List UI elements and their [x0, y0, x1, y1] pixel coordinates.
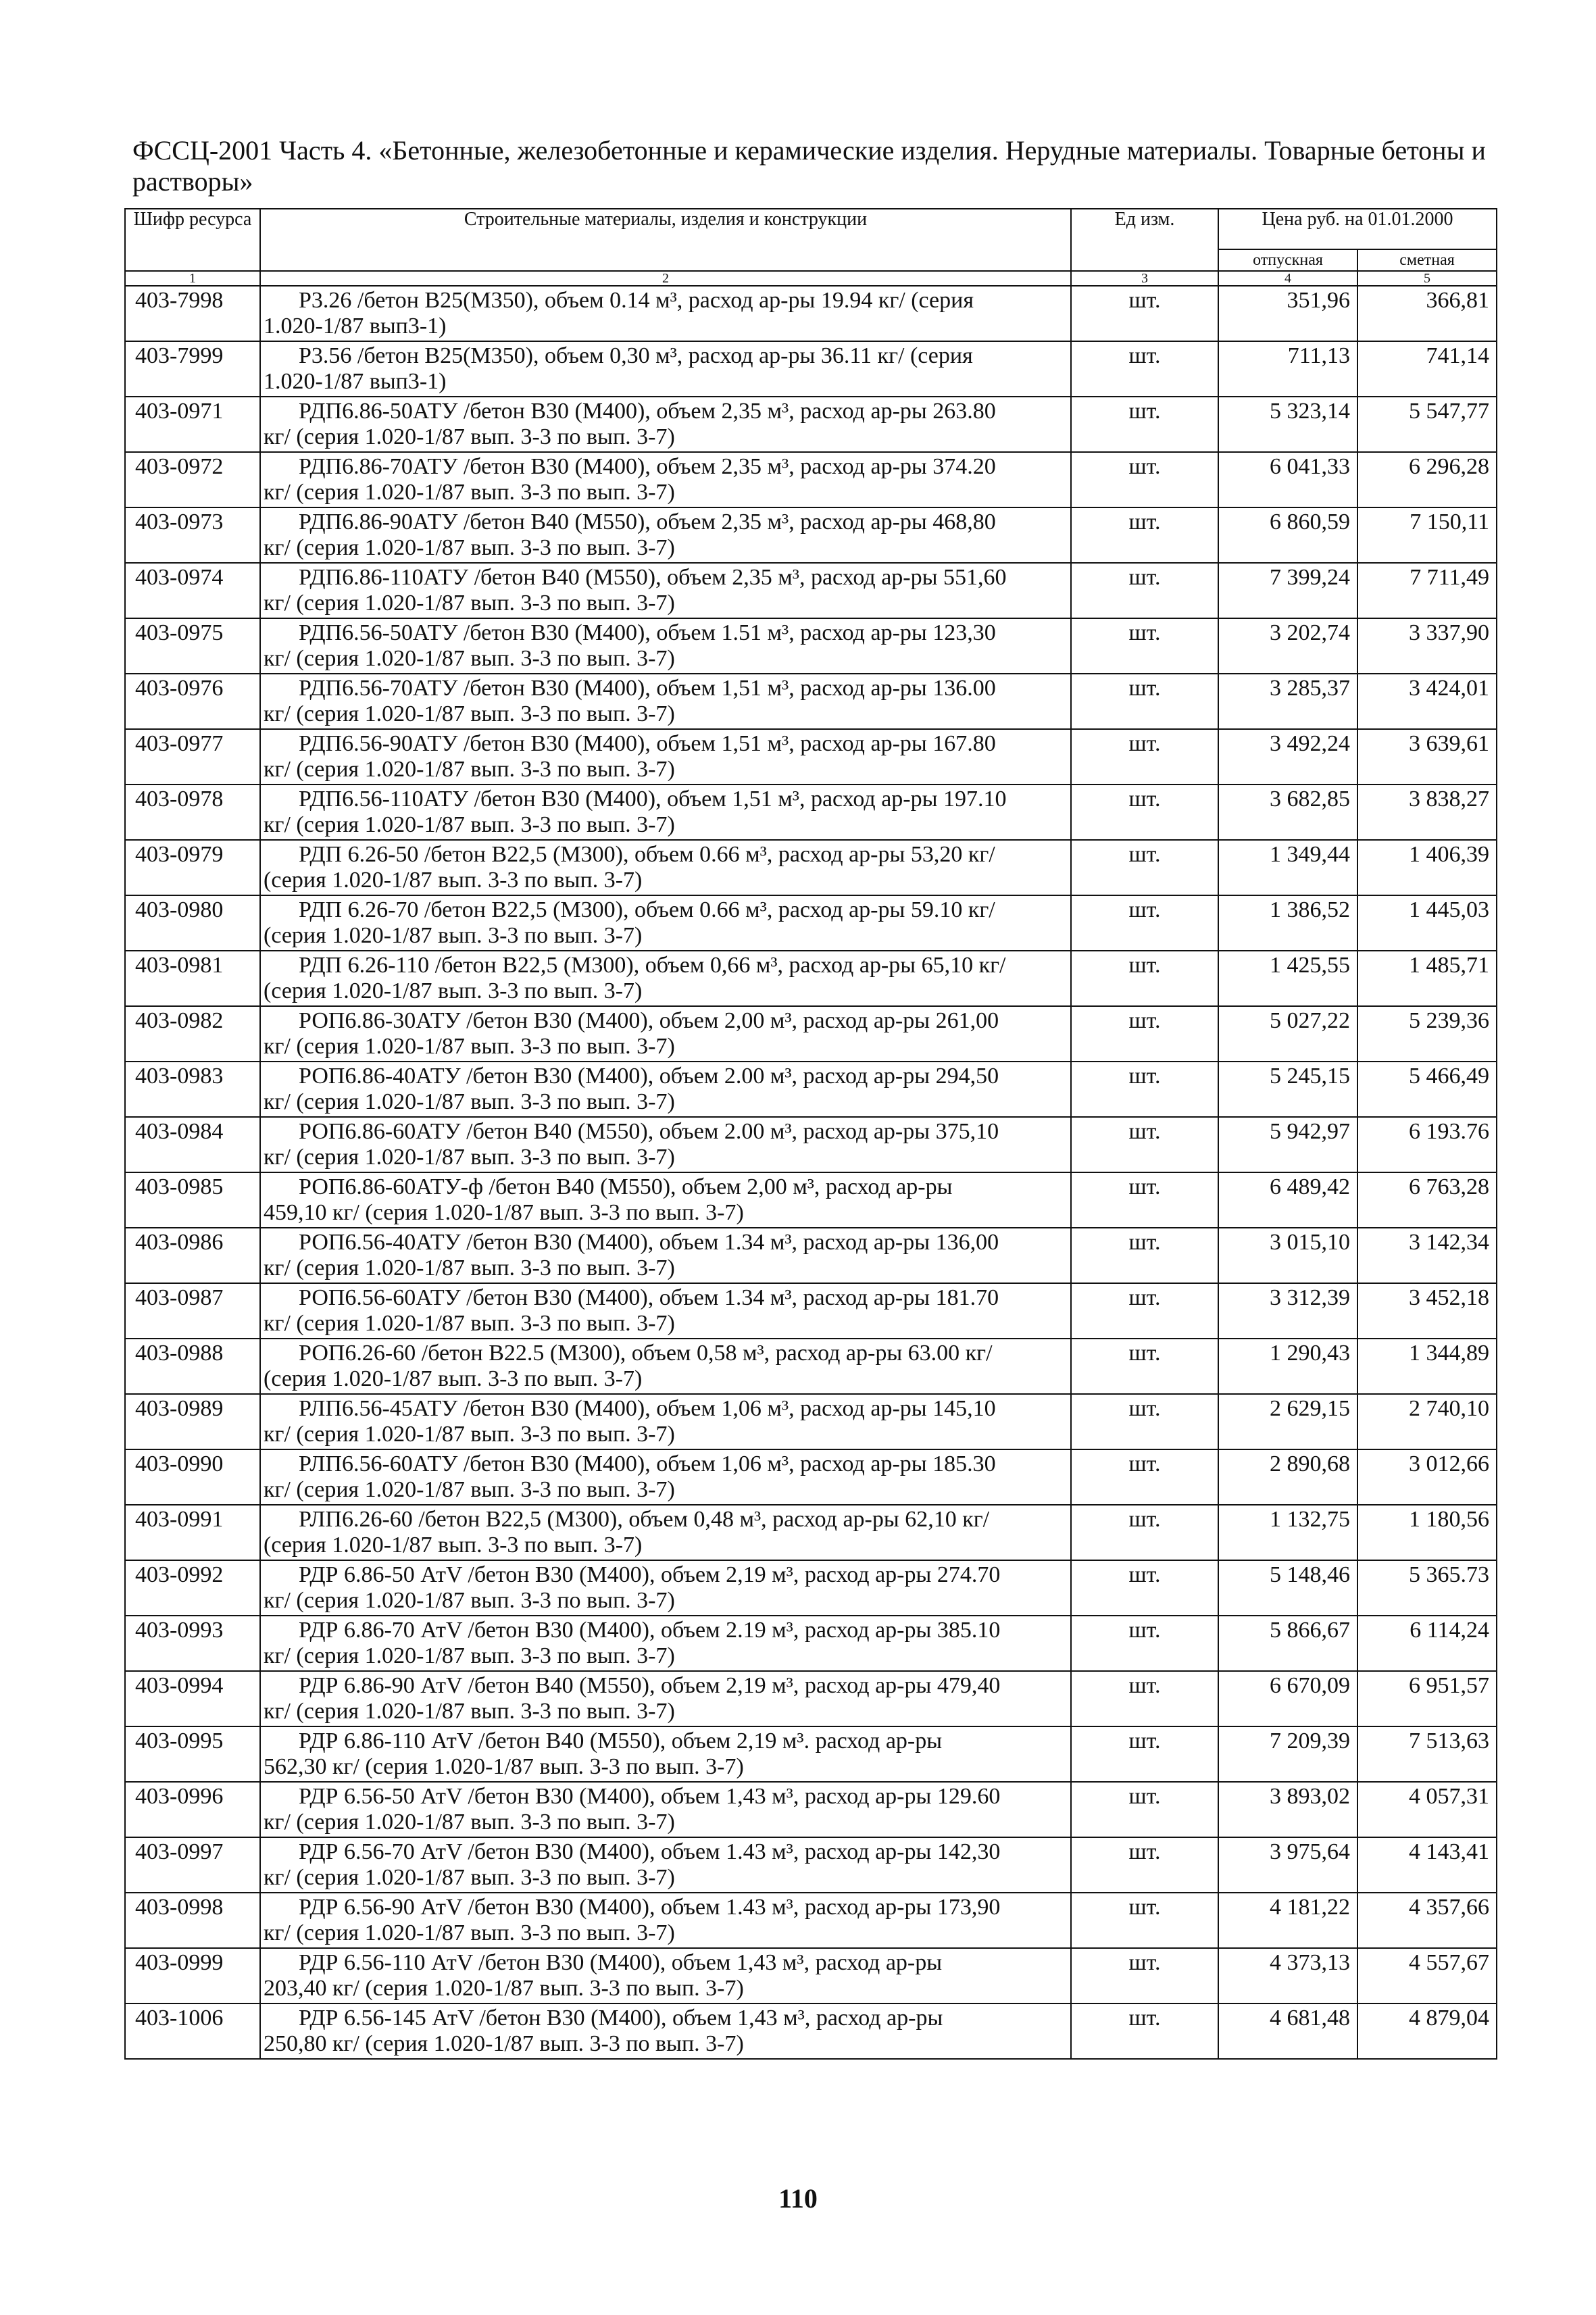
table-row — [125, 1228, 1497, 1283]
release-price: 6 489,42 — [1218, 1172, 1357, 1228]
material-description — [260, 1671, 1071, 1726]
description-line: кг/ (серия 1.020-1/87 вып. 3-3 по вып. 3-7) — [264, 1422, 675, 1447]
description-line: кг/ (серия 1.020-1/87 вып. 3-3 по вып. 3-7) — [264, 480, 675, 505]
unit-of-measure: шт. — [1071, 729, 1218, 785]
description-line: кг/ (серия 1.020-1/87 вып. 3-3 по вып. 3-7) — [264, 1145, 675, 1170]
table-row — [125, 2003, 1497, 2059]
estimate-price: 5 547,77 — [1357, 397, 1497, 452]
price-table — [124, 208, 1497, 2060]
description-line: 203,40 кг/ (серия 1.020-1/87 вып. 3-3 по вып. 3-7) — [264, 1976, 744, 2001]
description-line: кг/ (серия 1.020-1/87 вып. 3-3 по вып. 3-7) — [264, 1810, 675, 1835]
description-line: кг/ (серия 1.020-1/87 вып. 3-3 по вып. 3-7) — [264, 757, 675, 782]
resource-code: 403-0986 — [125, 1228, 260, 1283]
page-number: 110 — [778, 2183, 818, 2214]
description-line: 459,10 кг/ (серия 1.020-1/87 вып. 3-3 по вып. 3-7) — [264, 1200, 744, 1225]
resource-code: 403-0989 — [125, 1394, 260, 1449]
estimate-price: 5 365.73 — [1357, 1560, 1497, 1616]
estimate-price: 6 296,28 — [1357, 452, 1497, 507]
table-row — [125, 895, 1497, 951]
description-line: РДР 6.86-110 АтV /бетон В40 (М550), объем 2,19 м³. расход ар-ры — [299, 1728, 943, 1753]
description-line: РОП6.86-60АТУ /бетон В40 (М550), объем 2.00 м³, расход ар-ры 375,10 — [299, 1119, 999, 1144]
resource-code: 403-0999 — [125, 1948, 260, 2003]
description-line: РДР 6.56-50 АтV /бетон В30 (М400), объем 1,43 м³, расход ар-ры 129.60 — [299, 1784, 1001, 1809]
material-description — [260, 1893, 1071, 1948]
description-line: РОП6.56-60АТУ /бетон В30 (М400), объем 1.34 м³, расход ар-ры 181.70 — [299, 1285, 999, 1310]
release-price: 5 148,46 — [1218, 1560, 1357, 1616]
estimate-price: 3 012,66 — [1357, 1449, 1497, 1505]
release-price: 7 399,24 — [1218, 563, 1357, 618]
table-row — [125, 951, 1497, 1006]
release-price: 1 386,52 — [1218, 895, 1357, 951]
description-line: кг/ (серия 1.020-1/87 вып. 3-3 по вып. 3-7) — [264, 591, 675, 616]
release-price: 4 681,48 — [1218, 2003, 1357, 2059]
unit-of-measure: шт. — [1071, 1782, 1218, 1837]
description-line: РОП6.56-40АТУ /бетон В30 (М400), объем 1.34 м³, расход ар-ры 136,00 — [299, 1230, 999, 1255]
estimate-price: 741,14 — [1357, 341, 1497, 397]
material-description — [260, 1837, 1071, 1893]
estimate-price: 1 180,56 — [1357, 1505, 1497, 1560]
material-description — [260, 951, 1071, 1006]
material-description — [260, 674, 1071, 729]
column-number: 3 — [1071, 271, 1218, 286]
estimate-price: 4 357,66 — [1357, 1893, 1497, 1948]
material-description — [260, 2003, 1071, 2059]
estimate-price: 1 445,03 — [1357, 895, 1497, 951]
table-row — [125, 674, 1497, 729]
resource-code: 403-0972 — [125, 452, 260, 507]
description-line: Р3.26 /бетон В25(М350), объем 0.14 м³, расход ар-ры 19.94 кг/ (серия — [299, 288, 974, 313]
unit-of-measure: шт. — [1071, 618, 1218, 674]
unit-of-measure: шт. — [1071, 1837, 1218, 1893]
table-row — [125, 1726, 1497, 1782]
material-description — [260, 1726, 1071, 1782]
table-row — [125, 1948, 1497, 2003]
resource-code: 403-0998 — [125, 1893, 260, 1948]
release-price: 1 290,43 — [1218, 1339, 1357, 1394]
resource-code: 403-0980 — [125, 895, 260, 951]
unit-of-measure: шт. — [1071, 397, 1218, 452]
unit-of-measure: шт. — [1071, 563, 1218, 618]
table-row — [125, 1006, 1497, 1062]
material-description — [260, 1948, 1071, 2003]
estimate-price: 7 150,11 — [1357, 507, 1497, 563]
unit-of-measure: шт. — [1071, 2003, 1218, 2059]
table-row — [125, 1449, 1497, 1505]
release-price: 3 682,85 — [1218, 785, 1357, 840]
unit-of-measure: шт. — [1071, 1062, 1218, 1117]
resource-code: 403-1006 — [125, 2003, 260, 2059]
table-row — [125, 840, 1497, 895]
table-row — [125, 1782, 1497, 1837]
unit-of-measure: шт. — [1071, 785, 1218, 840]
description-line: кг/ (серия 1.020-1/87 вып. 3-3 по вып. 3-7) — [264, 424, 675, 449]
table-row — [125, 397, 1497, 452]
estimate-price: 6 114,24 — [1357, 1616, 1497, 1671]
description-line: РЛП6.56-45АТУ /бетон В30 (М400), объем 1,06 м³, расход ар-ры 145,10 — [299, 1396, 996, 1421]
material-description — [260, 618, 1071, 674]
estimate-price: 7 513,63 — [1357, 1726, 1497, 1782]
resource-code: 403-0988 — [125, 1339, 260, 1394]
estimate-price: 6 763,28 — [1357, 1172, 1497, 1228]
estimate-price: 1 406,39 — [1357, 840, 1497, 895]
estimate-price: 4 143,41 — [1357, 1837, 1497, 1893]
release-price: 3 492,24 — [1218, 729, 1357, 785]
description-line: РОП6.86-60АТУ-ф /бетон В40 (М550), объем 2,00 м³, расход ар-ры — [299, 1174, 953, 1199]
unit-of-measure: шт. — [1071, 840, 1218, 895]
description-line: кг/ (серия 1.020-1/87 вып. 3-3 по вып. 3-7) — [264, 646, 675, 671]
estimate-price: 4 557,67 — [1357, 1948, 1497, 2003]
header-estimate-price: сметная — [1357, 249, 1497, 271]
description-line: РЛП6.26-60 /бетон В22,5 (М300), объем 0,48 м³, расход ар-ры 62,10 кг/ — [299, 1507, 990, 1532]
header-code: Шифр ресурса — [125, 209, 260, 271]
unit-of-measure: шт. — [1071, 341, 1218, 397]
release-price: 5 245,15 — [1218, 1062, 1357, 1117]
resource-code: 403-0997 — [125, 1837, 260, 1893]
release-price: 1 132,75 — [1218, 1505, 1357, 1560]
description-line: 562,30 кг/ (серия 1.020-1/87 вып. 3-3 по вып. 3-7) — [264, 1754, 744, 1779]
release-price: 4 181,22 — [1218, 1893, 1357, 1948]
unit-of-measure: шт. — [1071, 1560, 1218, 1616]
description-line: РДР 6.56-90 АтV /бетон В30 (М400), объем 1.43 м³, расход ар-ры 173,90 — [299, 1895, 1001, 1920]
unit-of-measure: шт. — [1071, 1006, 1218, 1062]
table-row — [125, 1339, 1497, 1394]
release-price: 3 975,64 — [1218, 1837, 1357, 1893]
description-line: кг/ (серия 1.020-1/87 вып. 3-3 по вып. 3-7) — [264, 1699, 675, 1724]
unit-of-measure: шт. — [1071, 1505, 1218, 1560]
estimate-price: 3 424,01 — [1357, 674, 1497, 729]
description-line: РДП6.86-70АТУ /бетон В30 (М400), объем 2,35 м³, расход ар-ры 374.20 — [299, 454, 996, 479]
unit-of-measure: шт. — [1071, 507, 1218, 563]
material-description — [260, 1062, 1071, 1117]
description-line: кг/ (серия 1.020-1/87 вып. 3-3 по вып. 3-7) — [264, 1255, 675, 1280]
material-description — [260, 895, 1071, 951]
estimate-price: 3 639,61 — [1357, 729, 1497, 785]
material-description — [260, 341, 1071, 397]
table-row — [125, 1893, 1497, 1948]
material-description — [260, 1283, 1071, 1339]
estimate-price: 2 740,10 — [1357, 1394, 1497, 1449]
resource-code: 403-0990 — [125, 1449, 260, 1505]
description-line: кг/ (серия 1.020-1/87 вып. 3-3 по вып. 3-7) — [264, 1311, 675, 1336]
table-row — [125, 563, 1497, 618]
resource-code: 403-0984 — [125, 1117, 260, 1172]
material-description — [260, 1560, 1071, 1616]
release-price: 5 027,22 — [1218, 1006, 1357, 1062]
release-price: 1 349,44 — [1218, 840, 1357, 895]
material-description — [260, 452, 1071, 507]
material-description — [260, 286, 1071, 341]
resource-code: 403-0981 — [125, 951, 260, 1006]
release-price: 2 890,68 — [1218, 1449, 1357, 1505]
description-line: (серия 1.020-1/87 вып. 3-3 по вып. 3-7) — [264, 868, 643, 893]
estimate-price: 4 879,04 — [1357, 2003, 1497, 2059]
table-row — [125, 1394, 1497, 1449]
unit-of-measure: шт. — [1071, 1117, 1218, 1172]
description-line: РДП6.86-110АТУ /бетон В40 (М550), объем 2,35 м³, расход ар-ры 551,60 — [299, 565, 1007, 590]
release-price: 6 860,59 — [1218, 507, 1357, 563]
resource-code: 403-0995 — [125, 1726, 260, 1782]
description-line: кг/ (серия 1.020-1/87 вып. 3-3 по вып. 3-7) — [264, 1477, 675, 1502]
table-row — [125, 286, 1497, 341]
description-line: кг/ (серия 1.020-1/87 вып. 3-3 по вып. 3-7) — [264, 1643, 675, 1668]
table-row — [125, 507, 1497, 563]
estimate-price: 6 193.76 — [1357, 1117, 1497, 1172]
material-description — [260, 1782, 1071, 1837]
release-price: 7 209,39 — [1218, 1726, 1357, 1782]
resource-code: 403-0982 — [125, 1006, 260, 1062]
description-line: Р3.56 /бетон В25(М350), объем 0,30 м³, расход ар-ры 36.11 кг/ (серия — [299, 343, 973, 368]
release-price: 3 893,02 — [1218, 1782, 1357, 1837]
description-line: кг/ (серия 1.020-1/87 вып. 3-3 по вып. 3-7) — [264, 1920, 675, 1945]
material-description — [260, 729, 1071, 785]
resource-code: 403-7998 — [125, 286, 260, 341]
table-row — [125, 729, 1497, 785]
resource-code: 403-0985 — [125, 1172, 260, 1228]
resource-code: 403-0983 — [125, 1062, 260, 1117]
description-line: 1.020-1/87 вып3-1) — [264, 369, 447, 394]
material-description — [260, 563, 1071, 618]
estimate-price: 3 452,18 — [1357, 1283, 1497, 1339]
description-line: РДР 6.86-50 АтV /бетон В30 (М400), объем 2,19 м³, расход ар-ры 274.70 — [299, 1562, 1001, 1587]
description-line: РОП6.86-30АТУ /бетон В30 (М400), объем 2,00 м³, расход ар-ры 261,00 — [299, 1008, 999, 1033]
resource-code: 403-0971 — [125, 397, 260, 452]
column-number: 1 — [125, 271, 260, 286]
description-line: кг/ (серия 1.020-1/87 вып. 3-3 по вып. 3-7) — [264, 1034, 675, 1059]
release-price: 3 312,39 — [1218, 1283, 1357, 1339]
resource-code: 403-0977 — [125, 729, 260, 785]
material-description — [260, 1449, 1071, 1505]
table-row — [125, 1505, 1497, 1560]
table-row — [125, 1560, 1497, 1616]
unit-of-measure: шт. — [1071, 1228, 1218, 1283]
resource-code: 403-0976 — [125, 674, 260, 729]
table-row — [125, 1616, 1497, 1671]
unit-of-measure: шт. — [1071, 1893, 1218, 1948]
resource-code: 403-0991 — [125, 1505, 260, 1560]
release-price: 2 629,15 — [1218, 1394, 1357, 1449]
description-line: РОП6.26-60 /бетон В22.5 (М300), объем 0,58 м³, расход ар-ры 63.00 кг/ — [299, 1341, 993, 1366]
description-line: РДР 6.56-145 АтV /бетон В30 (М400), объем 1,43 м³, расход ар-ры — [299, 2006, 943, 2031]
description-line: (серия 1.020-1/87 вып. 3-3 по вып. 3-7) — [264, 1366, 643, 1391]
table-row — [125, 785, 1497, 840]
material-description — [260, 1006, 1071, 1062]
unit-of-measure: шт. — [1071, 286, 1218, 341]
header-name: Строительные материалы, изделия и конструкции — [260, 209, 1071, 271]
description-line: РДП6.56-110АТУ /бетон В30 (М400), объем 1,51 м³, расход ар-ры 197.10 — [299, 787, 1007, 812]
material-description — [260, 1394, 1071, 1449]
description-line: (серия 1.020-1/87 вып. 3-3 по вып. 3-7) — [264, 978, 643, 1003]
release-price: 3 202,74 — [1218, 618, 1357, 674]
unit-of-measure: шт. — [1071, 1339, 1218, 1394]
table-row — [125, 1117, 1497, 1172]
resource-code: 403-0987 — [125, 1283, 260, 1339]
release-price: 6 670,09 — [1218, 1671, 1357, 1726]
description-line: кг/ (серия 1.020-1/87 вып. 3-3 по вып. 3-7) — [264, 812, 675, 837]
column-number: 2 — [260, 271, 1071, 286]
description-line: РДР 6.56-110 АтV /бетон В30 (М400), объем 1,43 м³, расход ар-ры — [299, 1950, 943, 1975]
estimate-price: 3 838,27 — [1357, 785, 1497, 840]
resource-code: 403-0978 — [125, 785, 260, 840]
description-line: РДП6.86-50АТУ /бетон В30 (М400), объем 2,35 м³, расход ар-ры 263.80 — [299, 399, 996, 424]
material-description — [260, 1505, 1071, 1560]
description-line: (серия 1.020-1/87 вып. 3-3 по вып. 3-7) — [264, 1533, 643, 1558]
table-row — [125, 1062, 1497, 1117]
table-row — [125, 341, 1497, 397]
estimate-price: 3 337,90 — [1357, 618, 1497, 674]
release-price: 1 425,55 — [1218, 951, 1357, 1006]
release-price: 3 285,37 — [1218, 674, 1357, 729]
header-unit: Ед изм. — [1071, 209, 1218, 271]
table-row — [125, 1837, 1497, 1893]
release-price: 5 323,14 — [1218, 397, 1357, 452]
description-line: 1.020-1/87 вып3-1) — [264, 314, 447, 339]
estimate-price: 4 057,31 — [1357, 1782, 1497, 1837]
description-line: РДП 6.26-50 /бетон В22,5 (М300), объем 0.66 м³, расход ар-ры 53,20 кг/ — [299, 842, 995, 867]
table-body — [125, 286, 1497, 2059]
estimate-price: 1 485,71 — [1357, 951, 1497, 1006]
description-line: РЛП6.56-60АТУ /бетон В30 (М400), объем 1,06 м³, расход ар-ры 185.30 — [299, 1451, 996, 1476]
material-description — [260, 785, 1071, 840]
resource-code: 403-0992 — [125, 1560, 260, 1616]
resource-code: 403-0975 — [125, 618, 260, 674]
resource-code: 403-0974 — [125, 563, 260, 618]
release-price: 3 015,10 — [1218, 1228, 1357, 1283]
estimate-price: 5 466,49 — [1357, 1062, 1497, 1117]
column-number: 4 — [1218, 271, 1357, 286]
release-price: 6 041,33 — [1218, 452, 1357, 507]
unit-of-measure: шт. — [1071, 1948, 1218, 2003]
unit-of-measure: шт. — [1071, 1726, 1218, 1782]
release-price: 5 866,67 — [1218, 1616, 1357, 1671]
description-line: кг/ (серия 1.020-1/87 вып. 3-3 по вып. 3-7) — [264, 1089, 675, 1114]
description-line: кг/ (серия 1.020-1/87 вып. 3-3 по вып. 3-7) — [264, 1865, 675, 1890]
table-row — [125, 1671, 1497, 1726]
unit-of-measure: шт. — [1071, 951, 1218, 1006]
estimate-price: 366,81 — [1357, 286, 1497, 341]
release-price: 5 942,97 — [1218, 1117, 1357, 1172]
table-row — [125, 1283, 1497, 1339]
estimate-price: 3 142,34 — [1357, 1228, 1497, 1283]
estimate-price: 5 239,36 — [1357, 1006, 1497, 1062]
unit-of-measure: шт. — [1071, 1394, 1218, 1449]
material-description — [260, 1339, 1071, 1394]
material-description — [260, 1117, 1071, 1172]
release-price: 351,96 — [1218, 286, 1357, 341]
material-description — [260, 507, 1071, 563]
description-line: 250,80 кг/ (серия 1.020-1/87 вып. 3-3 по вып. 3-7) — [264, 2031, 744, 2056]
resource-code: 403-0973 — [125, 507, 260, 563]
resource-code: 403-0993 — [125, 1616, 260, 1671]
column-number: 5 — [1357, 271, 1497, 286]
description-line: РОП6.86-40АТУ /бетон В30 (М400), объем 2.00 м³, расход ар-ры 294,50 — [299, 1064, 999, 1089]
description-line: РДП6.56-90АТУ /бетон В30 (М400), объем 1,51 м³, расход ар-ры 167.80 — [299, 731, 996, 756]
description-line: кг/ (серия 1.020-1/87 вып. 3-3 по вып. 3-7) — [264, 1588, 675, 1613]
description-line: кг/ (серия 1.020-1/87 вып. 3-3 по вып. 3-7) — [264, 535, 675, 560]
header-release-price: отпускная — [1218, 249, 1357, 271]
description-line: РДП6.56-70АТУ /бетон В30 (М400), объем 1,51 м³, расход ар-ры 136.00 — [299, 676, 996, 701]
unit-of-measure: шт. — [1071, 674, 1218, 729]
material-description — [260, 840, 1071, 895]
table-row — [125, 452, 1497, 507]
description-line: РДП 6.26-110 /бетон В22,5 (М300), объем 0,66 м³, расход ар-ры 65,10 кг/ — [299, 953, 1006, 978]
table-row — [125, 1172, 1497, 1228]
description-line: РДР 6.86-70 АтV /бетон В30 (М400), объем 2.19 м³, расход ар-ры 385.10 — [299, 1618, 1001, 1643]
description-line: РДР 6.56-70 АтV /бетон В30 (М400), объем 1.43 м³, расход ар-ры 142,30 — [299, 1839, 1001, 1864]
estimate-price: 7 711,49 — [1357, 563, 1497, 618]
header-price-group: Цена руб. на 01.01.2000 — [1218, 209, 1497, 249]
description-line: кг/ (серия 1.020-1/87 вып. 3-3 по вып. 3-7) — [264, 701, 675, 726]
description-line: РДП 6.26-70 /бетон В22,5 (М300), объем 0.66 м³, расход ар-ры 59.10 кг/ — [299, 897, 995, 922]
release-price: 711,13 — [1218, 341, 1357, 397]
description-line: РДР 6.86-90 АтV /бетон В40 (М550), объем 2,19 м³, расход ар-ры 479,40 — [299, 1673, 1001, 1698]
table-row — [125, 618, 1497, 674]
unit-of-measure: шт. — [1071, 895, 1218, 951]
page-title: ФССЦ-2001 Часть 4. «Бетонные, железобетонные и керамические изделия. Нерудные материалы. Товарные бетоны и растворы» — [132, 135, 1486, 197]
estimate-price: 1 344,89 — [1357, 1339, 1497, 1394]
unit-of-measure: шт. — [1071, 1616, 1218, 1671]
unit-of-measure: шт. — [1071, 452, 1218, 507]
material-description — [260, 1616, 1071, 1671]
resource-code: 403-0996 — [125, 1782, 260, 1837]
unit-of-measure: шт. — [1071, 1449, 1218, 1505]
unit-of-measure: шт. — [1071, 1172, 1218, 1228]
unit-of-measure: шт. — [1071, 1671, 1218, 1726]
estimate-price: 6 951,57 — [1357, 1671, 1497, 1726]
material-description — [260, 1172, 1071, 1228]
resource-code: 403-7999 — [125, 341, 260, 397]
material-description — [260, 1228, 1071, 1283]
description-line: РДП6.56-50АТУ /бетон В30 (М400), объем 1.51 м³, расход ар-ры 123,30 — [299, 620, 996, 645]
resource-code: 403-0979 — [125, 840, 260, 895]
description-line: РДП6.86-90АТУ /бетон В40 (М550), объем 2,35 м³, расход ар-ры 468,80 — [299, 509, 996, 534]
release-price: 4 373,13 — [1218, 1948, 1357, 2003]
resource-code: 403-0994 — [125, 1671, 260, 1726]
description-line: (серия 1.020-1/87 вып. 3-3 по вып. 3-7) — [264, 923, 643, 948]
material-description — [260, 397, 1071, 452]
unit-of-measure: шт. — [1071, 1283, 1218, 1339]
